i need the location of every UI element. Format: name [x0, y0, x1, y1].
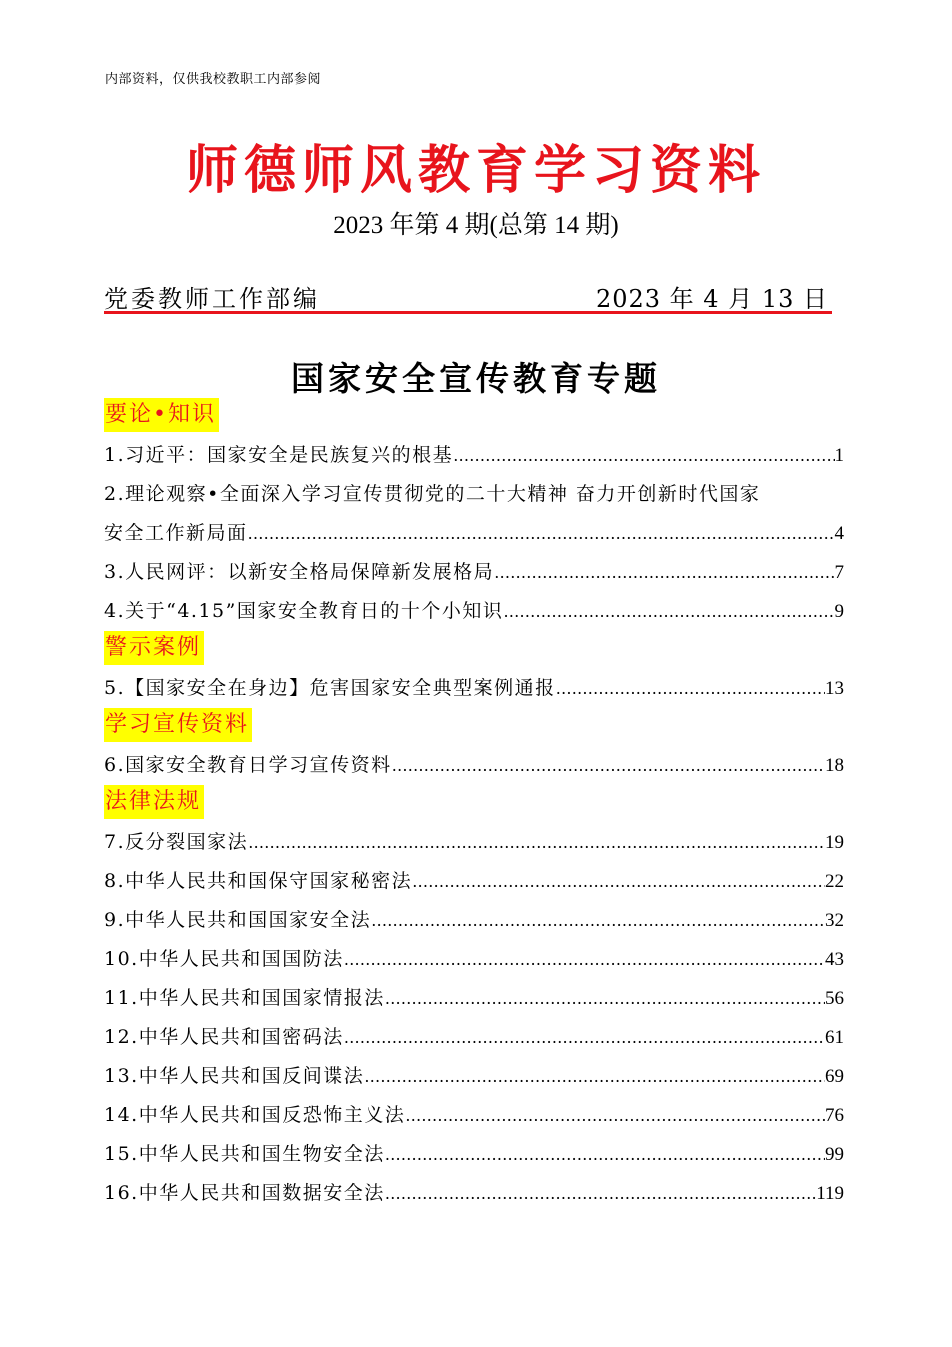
toc-entry-title: 8.中华人民共和国保守国家秘密法 — [104, 870, 413, 892]
toc-page-number: 99 — [825, 1144, 844, 1165]
toc-leader — [371, 901, 825, 940]
topic-heading: 国家安全宣传教育专题 — [291, 359, 661, 398]
toc-page-number: 61 — [825, 1027, 844, 1048]
toc-page-number: 4 — [834, 523, 844, 544]
toc-page-number: 69 — [825, 1066, 844, 1087]
toc-entry[interactable] — [104, 901, 844, 940]
toc-entry-title-continued: 安全工作新局面 — [104, 522, 248, 544]
toc-section — [104, 785, 844, 821]
toc-section — [104, 631, 844, 667]
toc-page-number: 7 — [834, 562, 844, 583]
toc-leader — [556, 669, 825, 708]
toc-leader — [344, 1018, 825, 1057]
toc-leader — [405, 1096, 825, 1135]
table-of-contents — [104, 398, 844, 1213]
toc-page-number: 56 — [825, 988, 844, 1009]
toc-page-number: 76 — [825, 1105, 844, 1126]
section-heading: 警示案例 — [104, 631, 204, 665]
toc-page-number: 18 — [825, 755, 844, 776]
toc-entry-title: 7.反分裂国家法 — [104, 831, 249, 853]
toc-entry-title: 14.中华人民共和国反恐怖主义法 — [104, 1104, 406, 1126]
toc-entry-title: 12.中华人民共和国密码法 — [104, 1026, 344, 1048]
toc-entry-title: 11.中华人民共和国国家情报法 — [104, 987, 385, 1009]
editor-name: 党委教师工作部编 — [104, 285, 320, 313]
toc-entry-title: 2.理论观察•全面深入学习宣传贯彻党的二十大精神 奋力开创新时代国家 — [104, 483, 761, 505]
section-heading: 学习宣传资料 — [104, 708, 252, 742]
toc-entry[interactable] — [104, 862, 844, 901]
toc-entry[interactable] — [104, 436, 844, 475]
section-heading: 要论•知识 — [104, 398, 219, 432]
toc-page-number: 19 — [825, 832, 844, 853]
toc-leader — [344, 940, 825, 979]
toc-entry[interactable] — [104, 514, 844, 553]
toc-leader — [248, 823, 825, 862]
toc-page-number: 32 — [825, 910, 844, 931]
toc-entry-title: 10.中华人民共和国国防法 — [104, 948, 344, 970]
internal-notice: 内部资料，仅供我校教职工内部参阅 — [105, 72, 322, 87]
toc-leader — [494, 553, 834, 592]
toc-leader — [364, 1057, 825, 1096]
toc-entry[interactable] — [104, 940, 844, 979]
toc-section — [104, 708, 844, 744]
toc-entry-title: 4.关于“4.15”国家安全教育日的十个小知识 — [104, 600, 504, 622]
toc-leader — [385, 1135, 825, 1174]
toc-entry[interactable] — [104, 746, 844, 785]
toc-page-number: 22 — [825, 871, 844, 892]
toc-leader — [385, 1174, 816, 1213]
toc-entry[interactable] — [104, 669, 844, 708]
toc-section — [104, 398, 844, 434]
toc-leader — [385, 979, 825, 1018]
toc-entry[interactable] — [104, 823, 844, 862]
toc-entry[interactable] — [104, 592, 844, 631]
toc-leader — [412, 862, 825, 901]
toc-entry[interactable] — [104, 1174, 844, 1213]
toc-page-number: 1 — [834, 445, 844, 466]
editor-bar — [104, 279, 832, 314]
toc-leader — [392, 746, 825, 785]
toc-page-number: 9 — [834, 601, 844, 622]
toc-entry-title: 3.人民网评：以新安全格局保障新发展格局 — [104, 561, 495, 583]
toc-entry-title: 5.【国家安全在身边】危害国家安全典型案例通报 — [104, 677, 556, 699]
toc-page-number: 13 — [825, 678, 844, 699]
toc-entry-title: 15.中华人民共和国生物安全法 — [104, 1143, 385, 1165]
toc-entry[interactable] — [104, 1018, 844, 1057]
toc-entry-title: 1.习近平：国家安全是民族复兴的根基 — [104, 444, 454, 466]
toc-entry-line1[interactable] — [104, 475, 844, 514]
toc-entry[interactable] — [104, 1135, 844, 1174]
toc-entry[interactable] — [104, 1057, 844, 1096]
toc-entry-title: 13.中华人民共和国反间谍法 — [104, 1065, 365, 1087]
toc-leader — [503, 592, 834, 631]
toc-entry-title: 9.中华人民共和国国家安全法 — [104, 909, 372, 931]
toc-leader — [248, 514, 835, 553]
section-heading: 法律法规 — [104, 785, 204, 819]
toc-entry[interactable] — [104, 1096, 844, 1135]
toc-page-number: 119 — [816, 1183, 844, 1204]
toc-entry-title: 16.中华人民共和国数据安全法 — [104, 1182, 385, 1204]
issue-number: 2023 年第 4 期(总第 14 期) — [333, 212, 619, 239]
toc-entry-title: 6.国家安全教育日学习宣传资料 — [104, 754, 392, 776]
toc-entry[interactable] — [104, 553, 844, 592]
publish-date: 2023 年 4 月 13 日 — [595, 285, 828, 313]
toc-leader — [453, 436, 834, 475]
toc-entry[interactable] — [104, 979, 844, 1018]
toc-page-number: 43 — [825, 949, 844, 970]
document-title: 师德师风教育学习资料 — [185, 141, 766, 201]
